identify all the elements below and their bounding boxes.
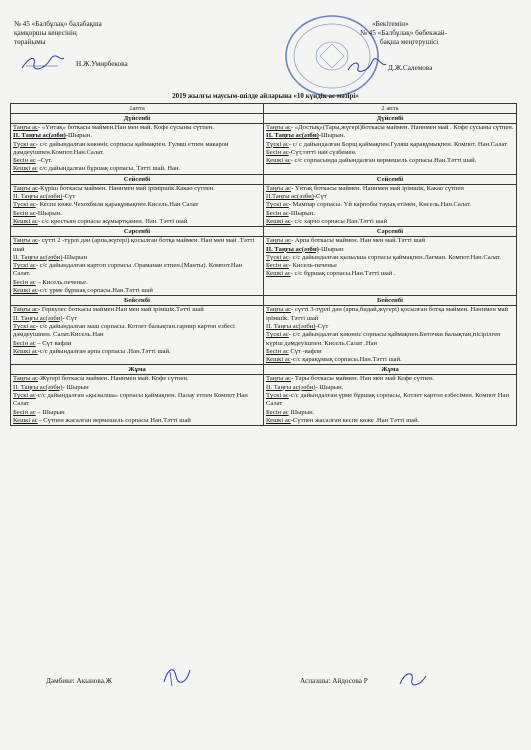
meal-label: Таңғы ас (13, 237, 38, 245)
handwritten-signature-right-icon (346, 58, 388, 74)
meal-entry (266, 306, 514, 323)
menu-body (11, 114, 517, 426)
meal-description: - с/с дайындалған маш сорпасы. Котлет балықтан.гарнир картоп езбесі дәмдеуішпен. Салат.Кисель.Нан (13, 322, 235, 339)
week-header-row (11, 104, 517, 114)
meal-label: Таңғы ас (266, 184, 291, 192)
meal-description: -Сүт (62, 193, 76, 201)
meal-description: - Шырын. (315, 383, 344, 391)
meal-label: Түскі ас (266, 253, 289, 261)
meal-description: - Кисель-печенье (288, 262, 337, 270)
meal-label: Кешкі ас (266, 270, 291, 278)
approve-line-1: «Бекітемін» (372, 20, 409, 28)
meal-description: -Шырын. (35, 209, 62, 217)
meal-description: - с/с дайындалған көкөніс сорпасы қаймақпен. Гуляш етпен макарон дәмдеуішпен.Компот.Нан.Салат. (13, 140, 229, 156)
meal-description: -Шырын. (288, 209, 315, 217)
meal-entry (13, 201, 261, 209)
meal-label: ІІ.Таңғы ас(әзби) (266, 193, 314, 201)
meal-description: -Шырын. (65, 132, 93, 140)
meal-entry (266, 409, 514, 417)
meal-label: Түскі ас (13, 392, 36, 400)
director-name: Д.Ж.Салемова (388, 64, 433, 72)
meal-label: Бесін ас (13, 408, 36, 416)
meal-label: Таңғы ас (266, 124, 291, 131)
day-header-row (11, 114, 517, 124)
meal-label: Таңғы ас (13, 184, 38, 192)
meal-cell-week2 (264, 124, 517, 175)
meal-entry (13, 262, 261, 279)
meal-label: Кешкі ас (266, 356, 291, 364)
meal-description: - с/с бұршақ сорпасы.Нан.Тәтті шай . (290, 270, 396, 278)
meal-entry (13, 323, 261, 340)
meal-description: - Кеспе көже.Чехохбили қарақұмықпен.Кисель.Нан Салат (35, 201, 199, 209)
council-line-3: төрайымы (14, 38, 46, 46)
meal-entry (266, 210, 514, 218)
meal-label: Бесін ас (266, 148, 289, 156)
meal-cell-week1 (11, 306, 264, 365)
day-header-row (11, 296, 517, 306)
meal-description: -Жүгері боткасы маймен. Наннмен май. Кофе сүтпен. (37, 375, 189, 383)
meal-label: Таңғы ас (13, 375, 38, 383)
meal-label: Кешкі ас (13, 347, 38, 355)
meal-entry (13, 348, 261, 356)
meal-description: -Шырын (62, 253, 87, 261)
meal-description: -Күріш боткасы маймен. Наннмен май іріміршік.Какао сүтпен. (37, 184, 215, 192)
meal-description: Сүт -вафли (288, 347, 322, 355)
meal-description: Шырын. (288, 408, 315, 416)
meal-label: Түскі ас (13, 140, 36, 148)
meal-cell-week2 (264, 375, 517, 426)
meal-label: ІІ. Таңғы ас(әзби) (13, 314, 63, 322)
meal-label: Түскі ас (13, 201, 36, 209)
meal-description: - с/ с дайындалған Борщ қаймақпен.Гуляш қарақұмықпен. Компот. Нан.Салат (288, 140, 508, 148)
meal-entry (266, 201, 514, 209)
meal-label: Бесін ас (13, 209, 36, 217)
day-name: Жұма (264, 365, 517, 375)
meal-entry (266, 254, 514, 262)
menu-title: 2019 жылғы маусым-шілде айларына «10 күндік ас мәзірі» (172, 92, 359, 100)
day-header-row (11, 227, 517, 237)
meal-entry (266, 375, 514, 383)
day-name: Жұма (11, 365, 264, 375)
meal-description: -с/с үрме бұршақ сорпасы.Нан.Тәтті шай (37, 287, 153, 295)
meal-entry (266, 356, 514, 364)
meal-description: – Сүт вафли (35, 339, 72, 347)
meal-entry (266, 237, 514, 245)
meal-label: Түскі ас (13, 322, 36, 330)
day-meals-row (11, 375, 517, 426)
meal-entry (13, 315, 261, 323)
meal-label: ІІ. Таңғы ас(әзби) (266, 383, 316, 391)
day-meals-row (11, 124, 517, 175)
approve-line-2: № 45 «Балбұлақ» бөбекжай- (360, 29, 448, 37)
cook-signature-line: Аспазшы: Айдосова Р (300, 677, 368, 685)
meal-description: -Сүт (313, 193, 327, 201)
meal-entry (13, 417, 261, 425)
meal-description: - Мампар сорпасы. Үй карпобы тауық етімен, Кисель.Нан.Салат. (288, 201, 471, 209)
meal-description: - сүтті 3-түрлі дән (арпа,бидай,жүгері) қосылған ботқа маймен. Наннмен май ірімшік. Тәтті шай (266, 306, 509, 322)
meal-entry (13, 237, 261, 254)
menu-table (10, 103, 517, 426)
meal-label: Түскі ас (13, 262, 36, 270)
meal-cell-week1 (11, 237, 264, 296)
meal-entry (266, 157, 514, 165)
meal-description: - с/с харчо сорпасы Нан.Тәтті шай (290, 217, 387, 225)
meal-entry (266, 348, 514, 356)
meal-label: Бесін ас (266, 347, 289, 355)
meal-label: Бесін ас (13, 339, 36, 347)
meal-entry (13, 375, 261, 383)
meal-label: Кешкі ас (266, 157, 291, 165)
meal-label: ІІ. Таңғы ас(әзби) (266, 132, 319, 140)
meal-label: Таңғы ас (266, 375, 291, 383)
meal-description: - Геркулес боткасы маймен.Нан мен май ірімшік.Тәтті шай (37, 306, 204, 314)
meal-description: –Сүт. (35, 157, 53, 165)
meal-label: Түскі ас (266, 392, 289, 400)
meal-entry (266, 246, 514, 254)
meal-description: - Арпа боткасы маймен. Нан мен май.Тәтті шай (290, 237, 426, 245)
meal-description: - с/с дайындалған қызылша сорпасы қаймақпен.Лағман. Компот.Нан.Салат. (288, 253, 501, 261)
meal-label: Түскі ас (266, 201, 289, 209)
meal-description: - Үнтақ боткасы маймен. Наннмен май ірімшік, Какао сүтпен (290, 184, 464, 192)
meal-label: Бесін ас (266, 408, 289, 416)
meal-entry (13, 157, 261, 165)
day-name: Сейсенбі (264, 174, 517, 184)
meal-label: ІІ. Таңғы ас(әзби) (13, 383, 63, 391)
meal-entry (266, 141, 514, 149)
meal-label: ІІ. Таңғы ас(әзби) (266, 245, 319, 253)
meal-entry (266, 331, 514, 348)
meal-description: -Сүт (315, 322, 329, 330)
meal-description: с/с дайындалған бұршақ сорпасы. Тәтті шай. Нан. (37, 165, 181, 173)
meal-label: ІІ. Таңғы ас(әзби) (266, 322, 316, 330)
meal-entry (266, 193, 514, 201)
meal-entry (13, 409, 261, 417)
day-meals-row (11, 184, 517, 226)
meal-entry (13, 306, 261, 314)
meal-description: - «Достық»(Тары,жүгері)боткасы маймен. Наннмен май . Кофе сусыны сүтпен. (290, 124, 514, 131)
meal-description: -с/с дайындалған «қызылша» сорпасы қаймақпен. Палау етпен Компот Нан Салат (13, 392, 248, 408)
meal-label: ІІ. Таңғы ас(әзби) (13, 193, 63, 201)
meal-description: -с/с қарақұмық сорпасы.Нан.Тәтті шай. (290, 356, 402, 364)
meal-entry (266, 185, 514, 193)
meal-entry (266, 270, 514, 278)
meal-entry (266, 132, 514, 140)
day-name: Дүйсенбі (11, 114, 264, 124)
council-chair-name: Н.Ж.Умирбекова (76, 60, 128, 68)
meal-description: - Сүтпен жасалған вермешель сорпасы Нан.Тәтті шай (37, 416, 191, 424)
meal-entry (266, 124, 514, 132)
meal-entry (266, 417, 514, 425)
day-meals-row (11, 237, 517, 296)
meal-label: Бесін ас (13, 157, 36, 165)
meal-label: Таңғы ас (13, 124, 38, 131)
meal-cell-week2 (264, 184, 517, 226)
day-name: Сейсенбі (11, 174, 264, 184)
meal-description: - с/с крестьян сорпасы жұмыртқамен. Нан. Тәтті шай (37, 217, 188, 225)
approve-line-3: бақша меңгерушісі (380, 38, 439, 46)
day-meals-row (11, 306, 517, 365)
meal-entry (13, 210, 261, 218)
meal-entry (266, 218, 514, 226)
handwritten-signature-left-icon (20, 54, 66, 72)
handwritten-signature-nurse-icon (160, 664, 196, 688)
council-line-2: қамқоршы кеңесінің (14, 29, 77, 37)
meal-cell-week2 (264, 306, 517, 365)
meal-label: Таңғы ас (266, 237, 291, 245)
meal-description: -Шырын. (318, 132, 346, 140)
meal-label: Кешкі ас (13, 416, 38, 424)
meal-description: -Сүт,тәтті нан сүзбемен. (288, 148, 357, 156)
meal-entry (13, 132, 261, 140)
council-line-1: № 45 «Балбұлақ» балабақша (14, 20, 102, 28)
meal-entry (13, 384, 261, 392)
handwritten-signature-cook-icon (396, 668, 430, 690)
meal-description: – Кисель.печенье. (35, 278, 88, 286)
meal-entry (266, 392, 514, 409)
day-name: Дүйсенбі (264, 114, 517, 124)
meal-description: - Шырын (62, 383, 89, 391)
meal-entry (266, 323, 514, 331)
meal-entry (266, 384, 514, 392)
council-approval-block (14, 20, 204, 68)
meal-description: -Шырын (318, 245, 344, 253)
day-name: Бейсенбі (11, 296, 264, 306)
meal-entry (13, 287, 261, 295)
meal-description: - с/с дайындалған көкөніс сорпасы қаймақпен.Биточки балықтан,пісірілген күріш дәмдеуішпен. Кисель.Салат .Нан (266, 331, 501, 347)
nurse-signature-line: Дәмбике: Акынова.Ж (46, 677, 113, 685)
meal-label: Кешкі ас (13, 217, 38, 225)
week-1-header: 1апта (11, 104, 264, 114)
meal-description: - Тары боткасы маймен. Нан мен май Кофе сүтпен. (290, 375, 435, 383)
meal-entry (266, 262, 514, 270)
meal-label: Түскі ас (266, 331, 289, 339)
meal-label: Бесін ас (266, 209, 289, 217)
meal-label: Түскі ас (266, 140, 289, 148)
meal-label: Бесін ас (266, 262, 289, 270)
meal-description: -с/с дайындалған арпа сорпасы .Нан.Тәтті шай. (37, 347, 171, 355)
meal-label: Кешкі ас (266, 217, 291, 225)
meal-cell-week2 (264, 237, 517, 296)
meal-entry (13, 254, 261, 262)
meal-description: -с/с дайындалған үрме бұршақ сорпасы, Котлет картоп езбесімен. Компот Нан Салат (266, 392, 510, 408)
meal-cell-week1 (11, 375, 264, 426)
meal-description: - с/с дайындалған картоп сорпасы .Ораманан етпен.(Манты). Компот.Нан Салат. (13, 262, 243, 278)
day-header-row (11, 365, 517, 375)
meal-entry (13, 340, 261, 348)
director-approval-block (262, 20, 502, 72)
meal-entry (13, 392, 261, 409)
meal-label: Кешкі ас (13, 165, 38, 173)
meal-cell-week1 (11, 124, 264, 175)
meal-entry (13, 141, 261, 158)
meal-entry (13, 165, 261, 173)
meal-label: Таңғы ас (266, 306, 291, 314)
meal-entry (13, 279, 261, 287)
meal-label: Кешкі ас (266, 416, 291, 424)
meal-entry (13, 185, 261, 193)
day-header-row (11, 174, 517, 184)
meal-description: – Шырын (35, 408, 65, 416)
meal-entry (13, 193, 261, 201)
meal-entry (13, 124, 261, 132)
day-name: Бейсенбі (264, 296, 517, 306)
day-name: Сәрсенбі (11, 227, 264, 237)
day-name: Сәрсенбі (264, 227, 517, 237)
meal-description: - с/с сорпасында дайындалған вермешель сорпасы.Нан.Тәтті шай. (290, 157, 477, 165)
meal-label: ІІ. Таңғы ас(әзби) (13, 253, 63, 261)
meal-description: - Сүт (62, 314, 77, 322)
meal-entry (13, 218, 261, 226)
meal-label: Бесін ас (13, 278, 36, 286)
meal-description: -Сүтпен жасалған кеспе көже .Нан Тәтті шай. (290, 416, 420, 424)
meal-entry (266, 149, 514, 157)
meal-label: Кешкі ас (13, 287, 38, 295)
meal-description: - «Үнтақ» боткасы маймен.Нан мен май. Кофе сүсыны сүтпен. (37, 124, 214, 131)
meal-description: - сүтті 2 -түрлі дән (арпа,жүгері) қосылған ботқа маймен. Нан мен май .Тәтті шай (13, 237, 255, 253)
week-2-header: 2 апта (264, 104, 517, 114)
meal-cell-week1 (11, 184, 264, 226)
meal-label: Таңғы ас (13, 306, 38, 314)
meal-label: ІІ. Таңғы ас(әзби) (13, 132, 66, 140)
